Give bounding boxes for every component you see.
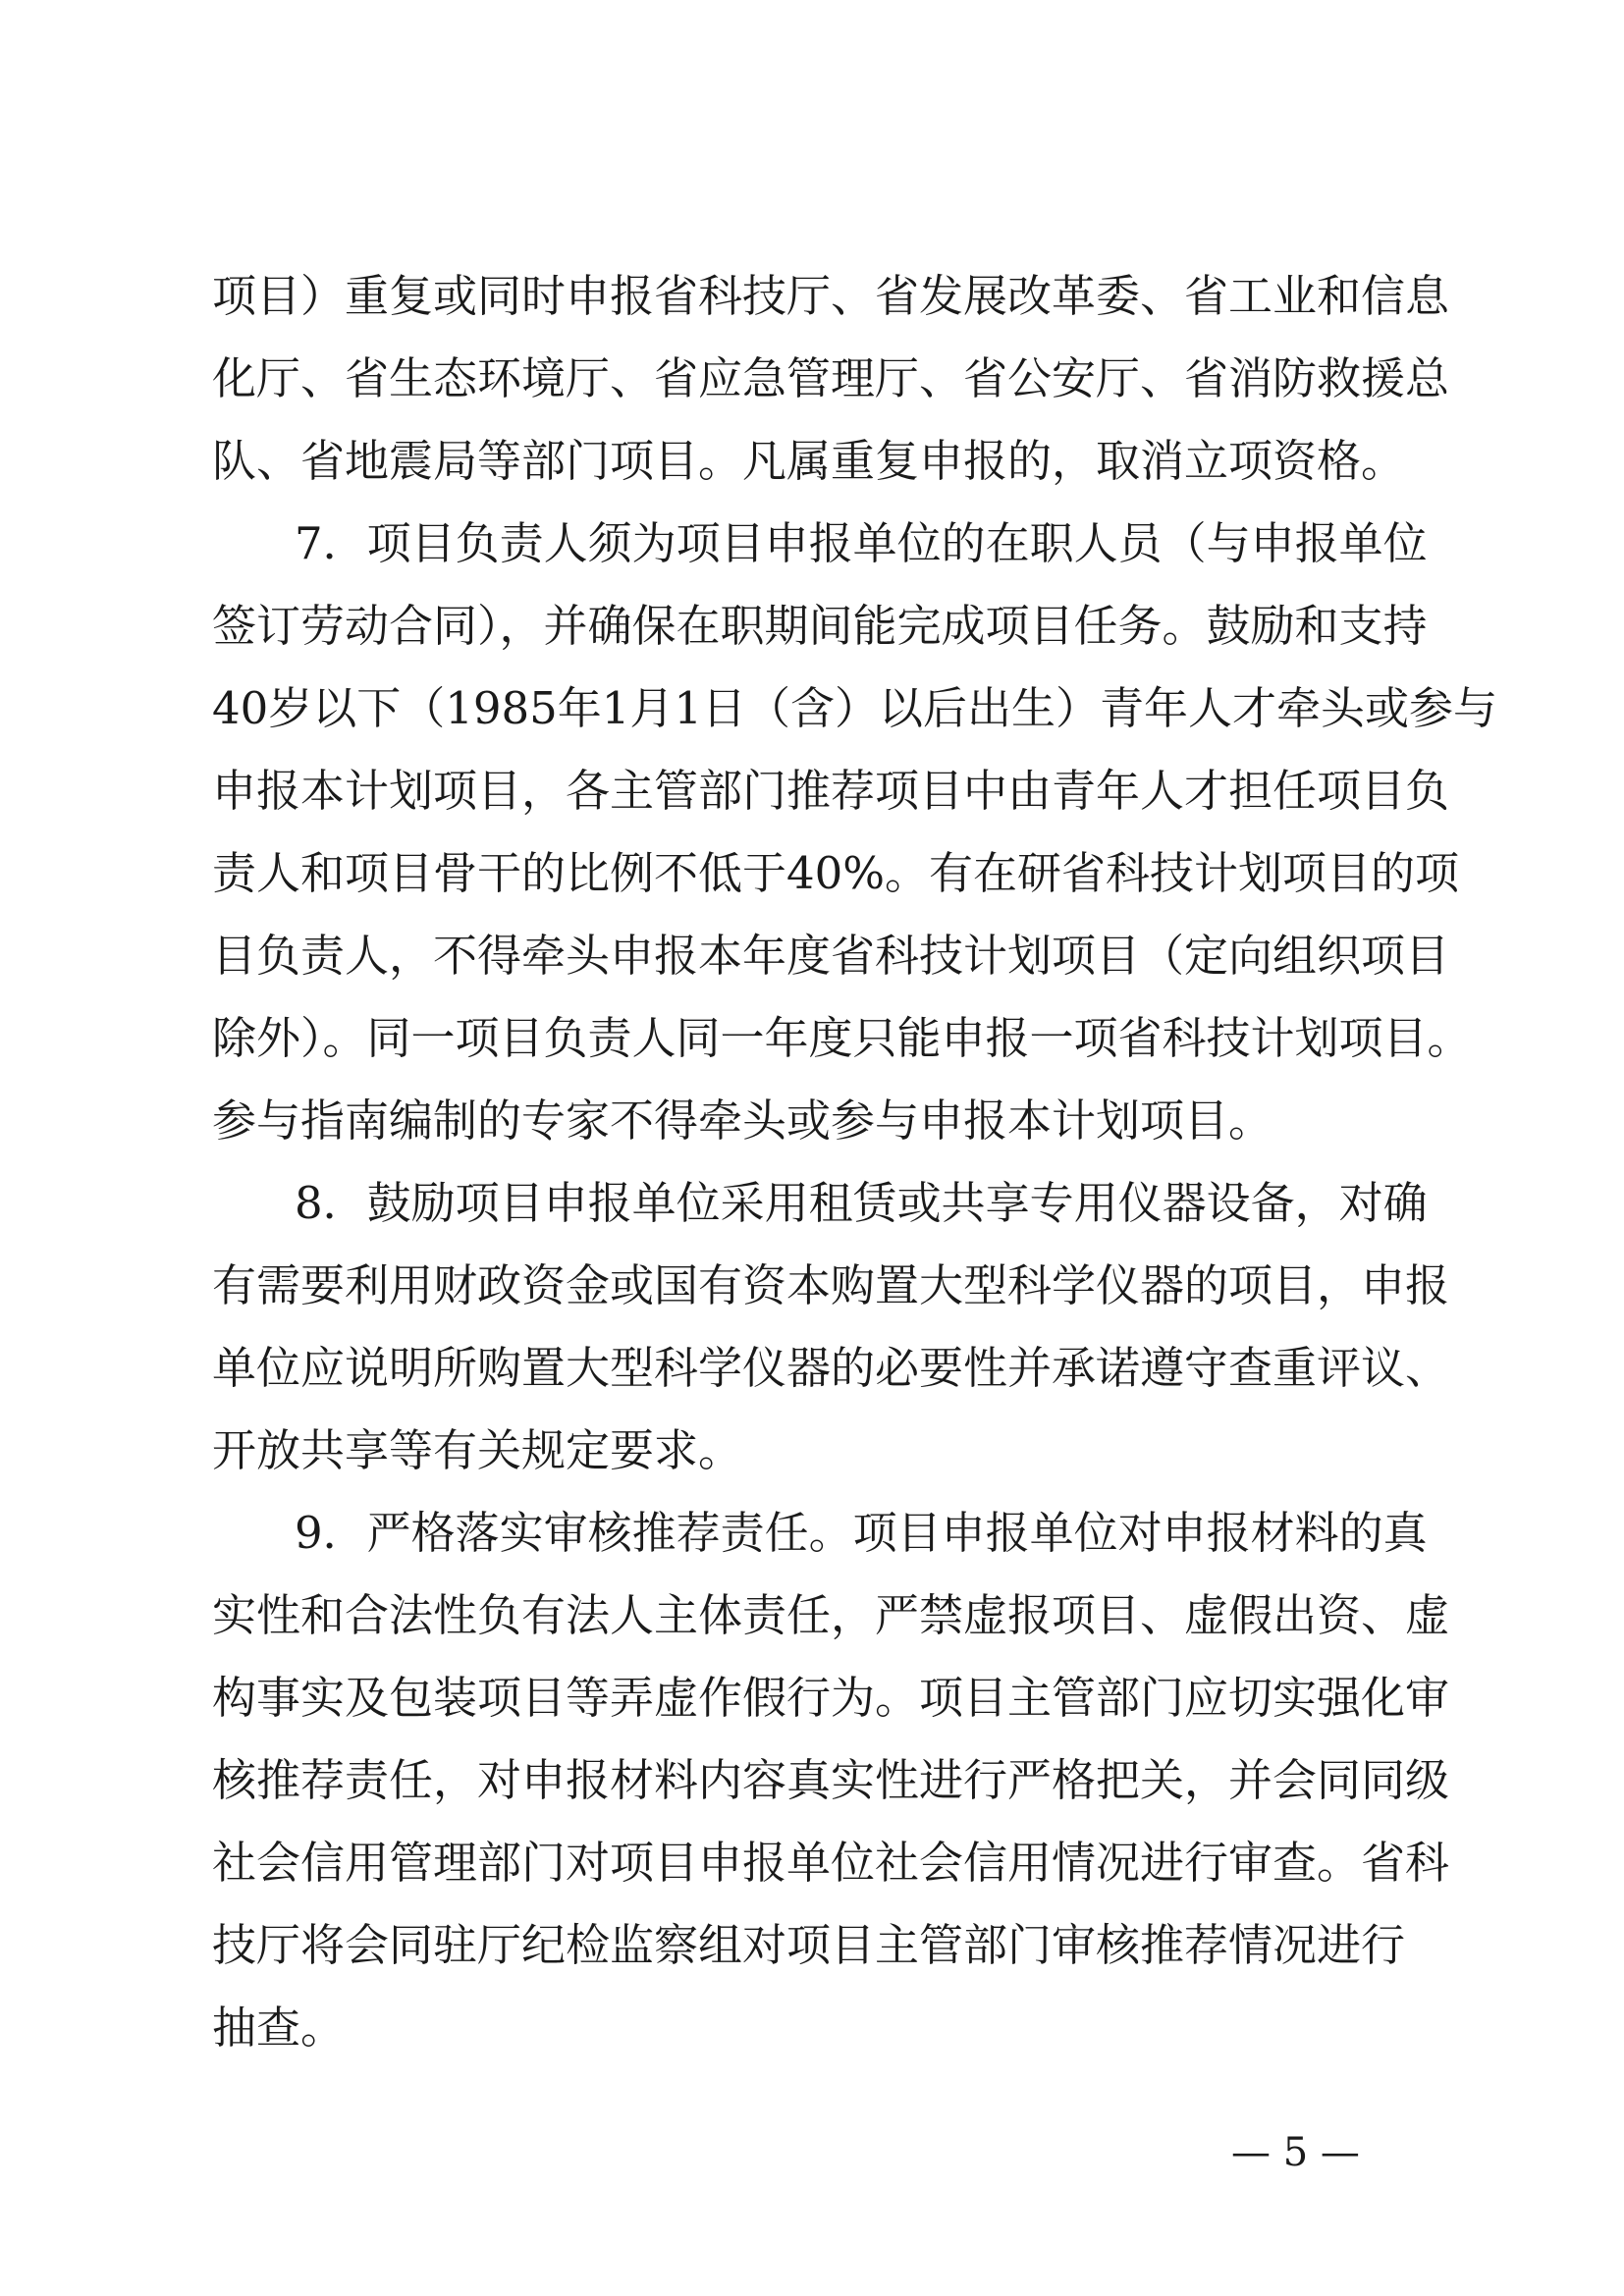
- text-line: 项目）重复或同时申报省科技厅、省发展改革委、省工业和信息: [212, 270, 1450, 322]
- text-line: 化厅、省生态环境厅、省应急管理厅、省公安厅、省消防救援总: [212, 352, 1450, 404]
- text-line: 40岁以下（1985年1月1日（含）以后出生）青年人才牵头或参与: [212, 682, 1498, 734]
- text-line: 有需要利用财政资金或国有资本购置大型科学仪器的项目，申报: [212, 1259, 1450, 1311]
- text-line: 核推荐责任，对申报材料内容真实性进行严格把关，并会同同级: [212, 1754, 1450, 1806]
- text-line: 责人和项目骨干的比例不低于40%。有在研省科技计划项目的项: [212, 847, 1460, 899]
- text-line: 开放共享等有关规定要求。: [212, 1424, 743, 1476]
- text-line: 社会信用管理部门对项目申报单位社会信用情况进行审查。省科: [212, 1837, 1450, 1889]
- text-line: 目负责人，不得牵头申报本年度省科技计划项目（定向组织项目: [212, 930, 1450, 982]
- text-line: 构事实及包装项目等弄虚作假行为。项目主管部门应切实强化审: [212, 1672, 1450, 1724]
- text-line: 签订劳动合同），并确保在职期间能完成项目任务。鼓励和支持: [212, 600, 1428, 652]
- text-line: 实性和合法性负有法人主体责任，严禁虚报项目、虚假出资、虚: [212, 1589, 1450, 1641]
- paragraph-9-start: 9．严格落实审核推荐责任。项目申报单位对申报材料的真: [295, 1507, 1428, 1559]
- text-line: 抽查。: [212, 2002, 346, 2054]
- text-line: 参与指南编制的专家不得牵头或参与申报本计划项目。: [212, 1095, 1273, 1147]
- text-line: 除外）。同一项目负责人同一年度只能申报一项省科技计划项目。: [212, 1012, 1472, 1064]
- text-line: 申报本计划项目，各主管部门推荐项目中由青年人才担任项目负: [212, 765, 1450, 817]
- text-line: 单位应说明所购置大型科学仪器的必要性并承诺遵守查重评议、: [212, 1342, 1450, 1394]
- text-line: 技厅将会同驻厅纪检监察组对项目主管部门审核推荐情况进行: [212, 1919, 1406, 1971]
- page-number: — 5 —: [1231, 2130, 1360, 2175]
- paragraph-7-start: 7．项目负责人须为项目申报单位的在职人员（与申报单位: [295, 517, 1428, 569]
- paragraph-8-start: 8．鼓励项目申报单位采用租赁或共享专用仪器设备，对确: [295, 1177, 1428, 1229]
- text-line: 队、省地震局等部门项目。凡属重复申报的，取消立项资格。: [212, 435, 1406, 487]
